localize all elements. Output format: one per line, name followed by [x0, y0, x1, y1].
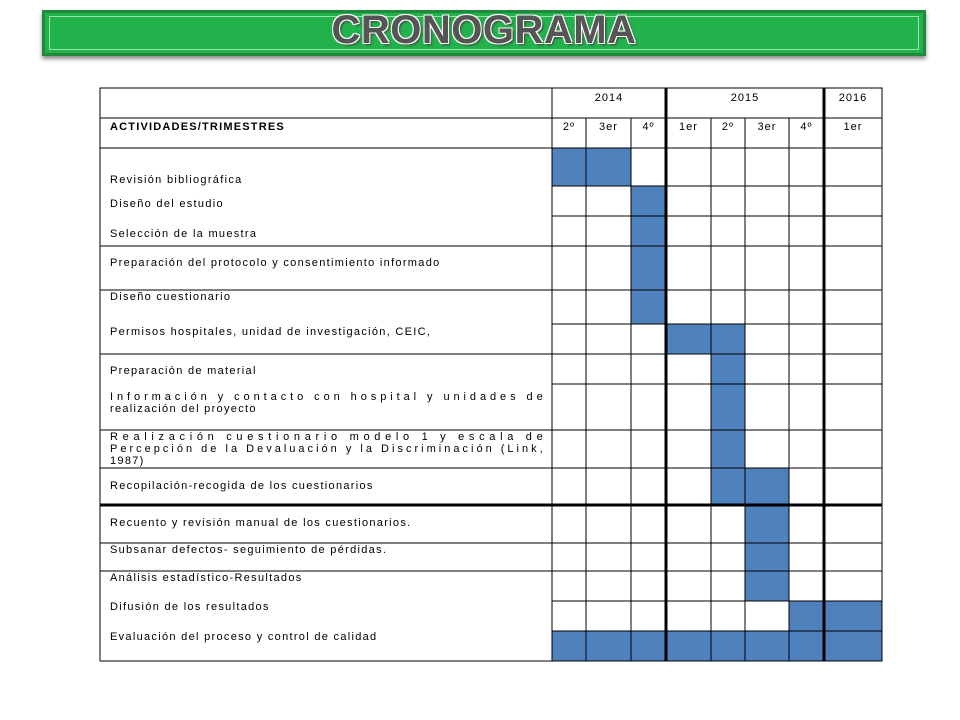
activity-label: Diseño cuestionario — [110, 291, 232, 303]
activity-label: Realización cuestionario modelo 1 y escala de — [110, 431, 544, 443]
gantt-bar — [666, 631, 711, 661]
quarter-label: 4º — [642, 121, 655, 133]
gantt-bar — [824, 631, 882, 661]
row-header-label: ACTIVIDADES/TRIMESTRES — [110, 121, 285, 133]
gantt-bar — [552, 631, 586, 661]
gantt-bar — [552, 148, 586, 186]
activity-label: Evaluación del proceso y control de calidad — [110, 631, 378, 643]
activity-label: realización del proyecto — [110, 403, 257, 415]
gantt-bar — [745, 468, 789, 505]
activity-label: Preparación de material — [110, 365, 257, 377]
activity-label: Recuento y revisión manual de los cuestionarios. — [110, 517, 412, 529]
activity-label: Difusión de los resultados — [110, 601, 270, 613]
gantt-bar — [745, 505, 789, 543]
gantt-bar — [586, 631, 631, 661]
gantt-bar — [666, 324, 711, 354]
gantt-bar — [711, 631, 745, 661]
quarter-label: 1er — [679, 121, 698, 133]
activity-label: Revisión bibliográfica — [110, 174, 243, 186]
gantt-bar — [745, 543, 789, 571]
gantt-bar — [631, 186, 666, 216]
gantt-bar — [631, 216, 666, 246]
year-label: 2015 — [730, 92, 760, 104]
activity-label: Análisis estadístico-Resultados — [110, 572, 303, 584]
activity-label: Selección de la muestra — [110, 228, 258, 240]
page-title: CRONOGRAMA — [331, 8, 637, 52]
quarter-label: 3er — [757, 121, 777, 133]
activity-label: Recopilación-recogida de los cuestionarios — [110, 480, 374, 492]
quarter-label: 2º — [721, 121, 735, 133]
gantt-bar — [631, 631, 666, 661]
year-label: 2016 — [838, 92, 868, 104]
gantt-bar — [789, 631, 824, 661]
gantt-bar — [789, 601, 824, 631]
gantt-bar — [631, 290, 666, 324]
quarter-label: 1er — [843, 121, 863, 133]
gantt-bar — [711, 384, 745, 430]
gantt-bar — [711, 324, 745, 354]
year-label: 2014 — [594, 92, 624, 104]
quarter-label: 3er — [599, 121, 618, 133]
gantt-bar — [711, 354, 745, 384]
gantt-bar — [745, 571, 789, 601]
activity-label: Percepción de la Devaluación y la Discriminación (Link, — [110, 443, 544, 455]
quarter-label: 2º — [562, 121, 576, 133]
gantt-bar — [745, 631, 789, 661]
activity-label: Diseño del estudio — [110, 198, 224, 210]
gantt-bar — [711, 468, 745, 505]
gantt-bar — [586, 148, 631, 186]
gantt-bar — [711, 430, 745, 468]
activity-label: Preparación del protocolo y consentimiento informado — [110, 257, 441, 269]
gantt-bar — [824, 601, 882, 631]
gantt-bar — [631, 246, 666, 290]
quarter-label: 4º — [800, 121, 813, 133]
activity-label: 1987) — [110, 455, 145, 467]
activity-label: Información y contacto con hospital y unidades de — [110, 391, 544, 403]
activity-label: Permisos hospitales, unidad de investigación, CEIC, — [110, 326, 432, 338]
activity-label: Subsanar defectos- seguimiento de pérdidas. — [110, 544, 388, 556]
